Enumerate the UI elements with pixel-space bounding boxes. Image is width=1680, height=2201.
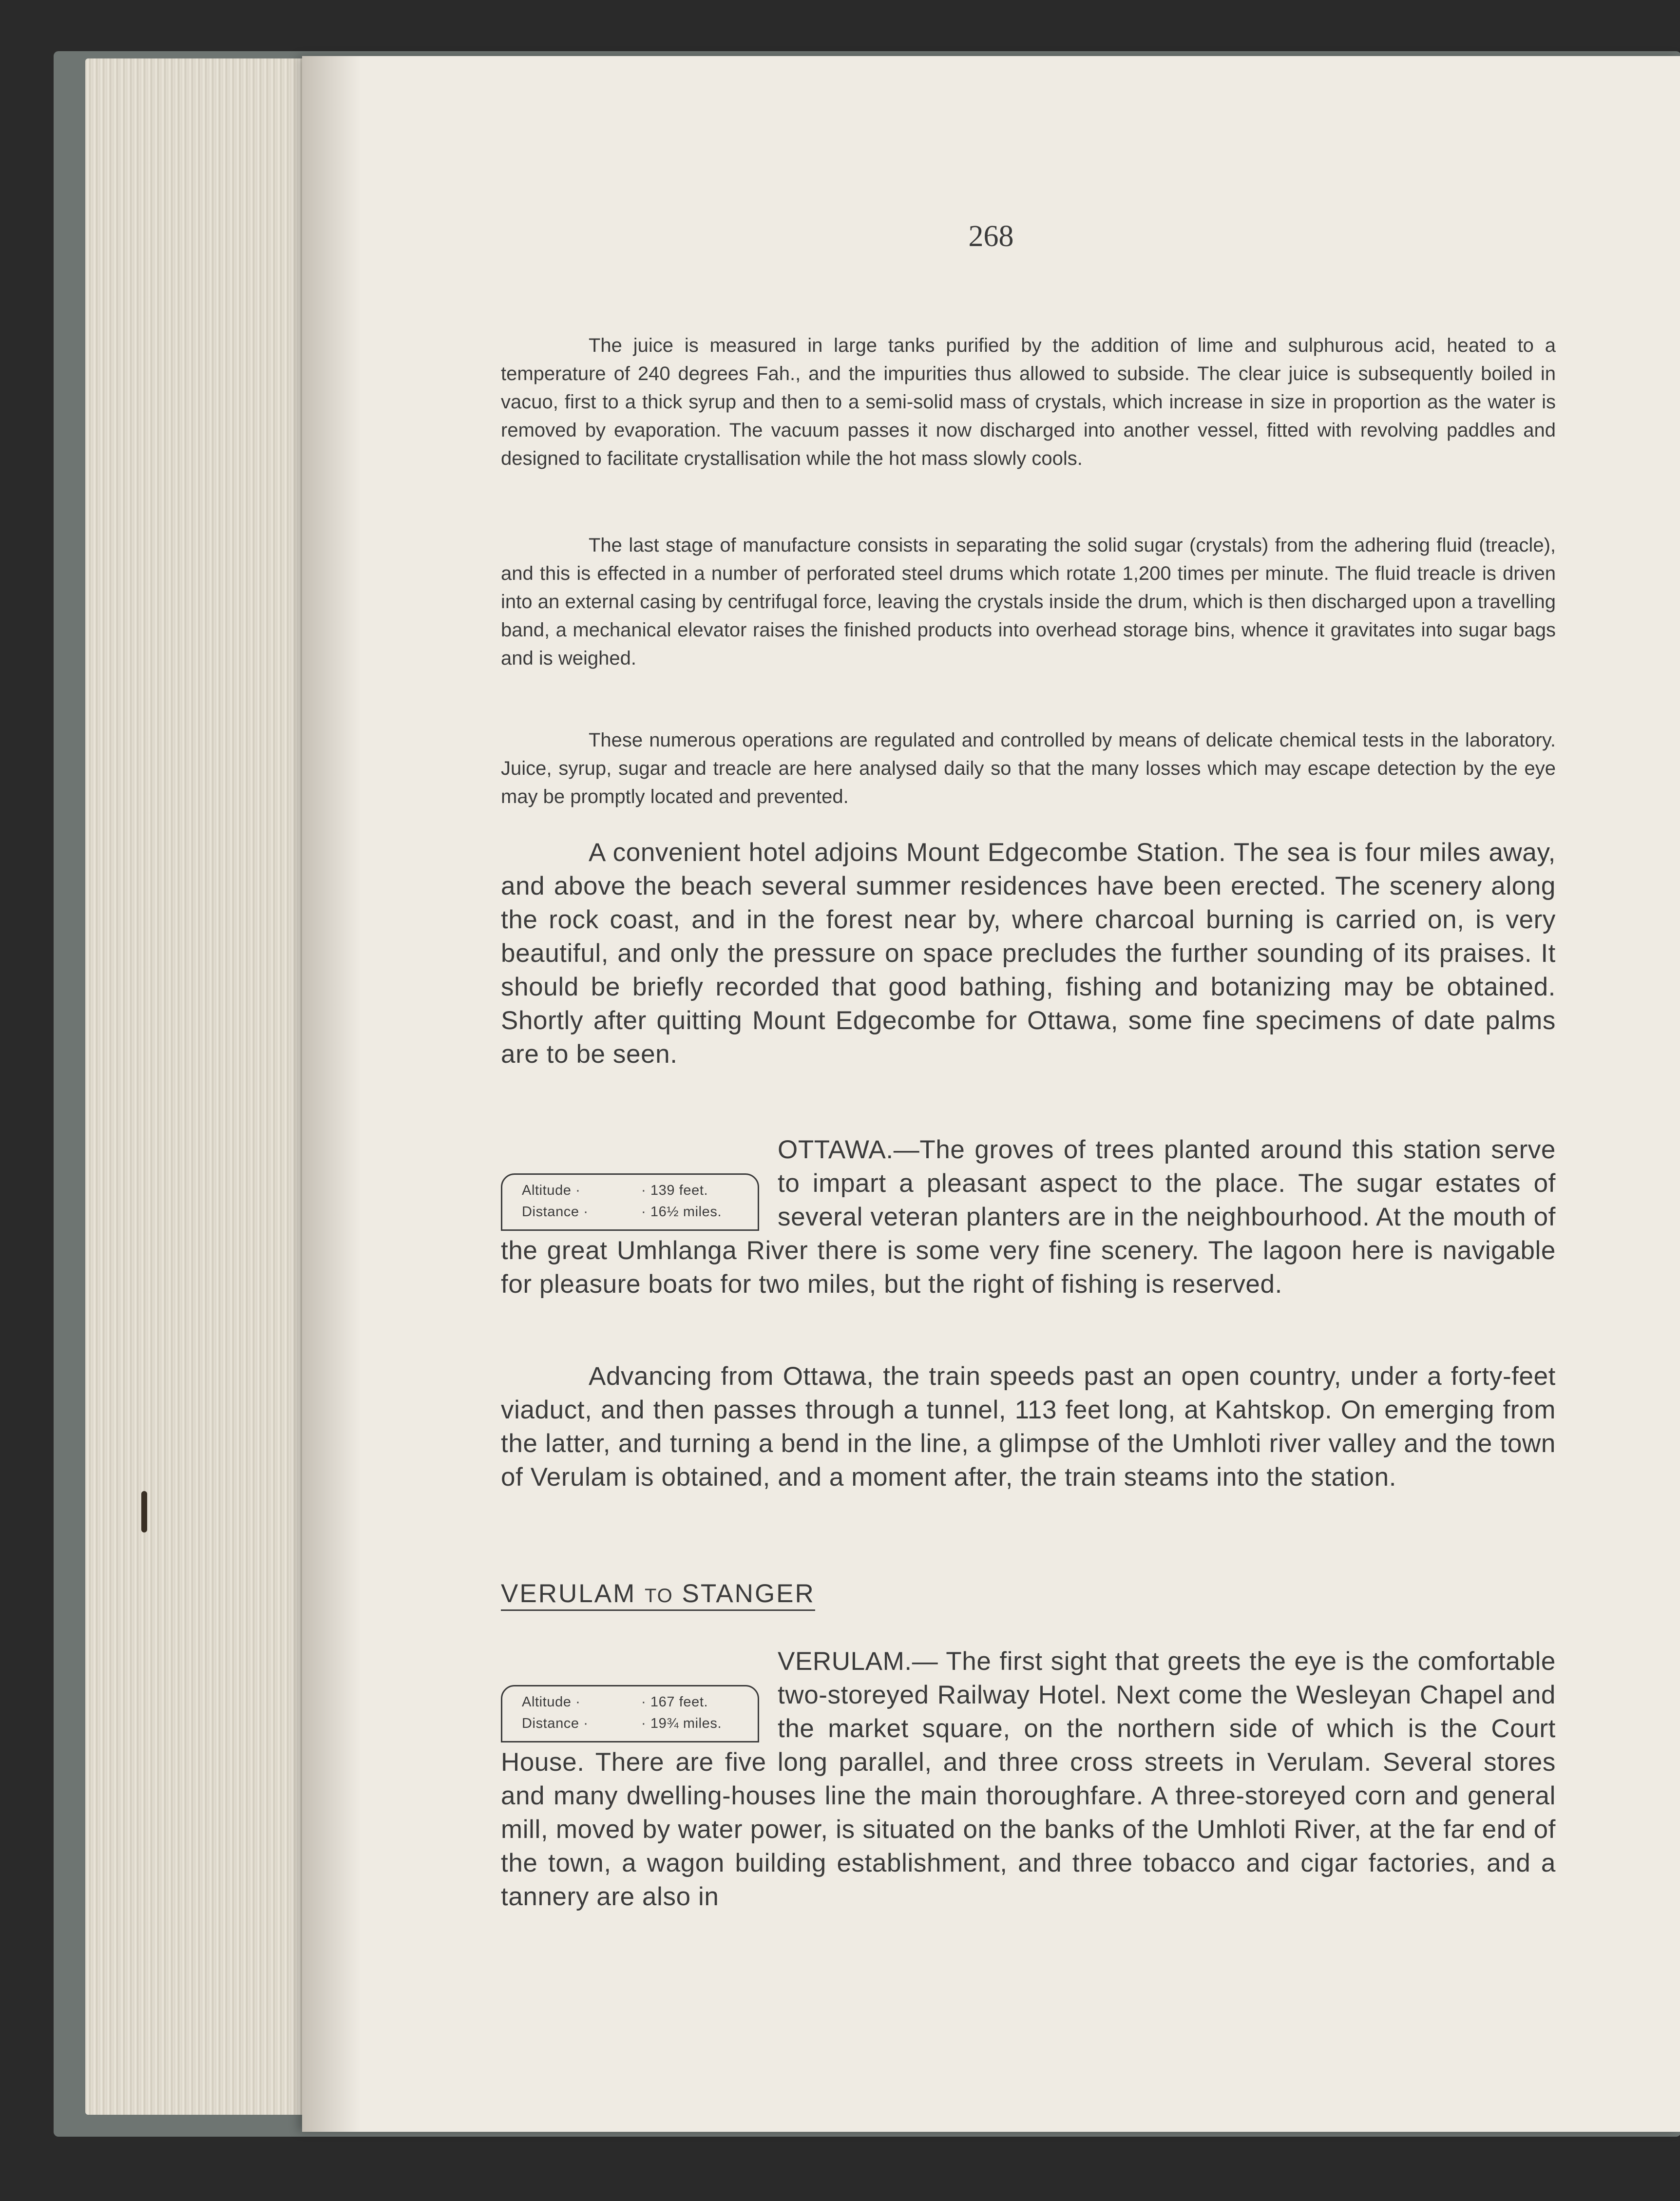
distance-value: · 19¾ miles. [641,1716,722,1731]
verulam-station-name: VERULAM. [778,1647,912,1676]
page-stain [141,1491,147,1532]
page-number: 268 [968,220,1014,253]
verulam-section [501,1645,1556,1914]
distance-label: Distance · [522,1716,589,1731]
paragraph-advancing: Advancing from Ottawa, the train speeds past an open country, under a forty-feet viaduct, and then passes through a tunnel, 113 feet long, at Kahtskop. On emerging from the latter, and turning a bend in the line, a glimpse of the Umhloti river valley and the town of Verulam is obtained, and a moment after, the train steams into the station. [501,1362,1556,1492]
distance-label: Distance · [522,1204,589,1220]
altitude-value: · 139 feet. [641,1183,708,1198]
ottawa-altitude-row [522,1180,748,1201]
distance-value: · 16½ miles. [641,1204,722,1220]
paragraph-hotel: A convenient hotel adjoins Mount Edgecombe Station. The sea is four miles away, and above the beach several summer residences have been erected. The scenery along the rock coast, and in the forest near by, where charcoal burning is carried on, is very beautiful, and only the pressure on space precludes the further sounding of its praises. It should be briefly recorded that good bathing, fishing and botanizing may be obtained. Shortly after quitting Mount Edgecombe for Ottawa, some fine specimens of date palms are to be seen. [501,838,1556,1069]
page-edges [85,58,314,2115]
hotel-section [501,836,1556,1071]
heading-part-2: TO [644,1585,673,1607]
laboratory-section [501,726,1556,811]
verulam-altitude-row [522,1691,748,1713]
heading-part-3: STANGER [682,1579,815,1608]
section-heading [501,1579,815,1611]
verulam-text: — The first sight that greets the eye is the comfortable two-storeyed Railway Hotel. Next come the Wesleyan Chapel and the market square, on the northern side of which is the Court House. There are five long parallel, and three cross streets in Verulam. Several stores and many dwelling-houses line the main thoroughfare. A three-storeyed corn and general mill, moved by water power, is situated on the banks of the Umhloti River, at the far end of the town, a wagon building establishment, and three tobacco and cigar factories, and a tannery are also in [501,1647,1556,1911]
paragraph-juice: The juice is measured in large tanks purified by the addition of lime and sulphurous acid, heated to a temperature of 240 degrees Fah., and the impurities thus allowed to subside. The clear juice is subsequently boiled in vacuo, first to a thick syrup and then to a semi-solid mass of crystals, which increase in size in proportion as the water is removed by evaporation. The vacuum passes it now discharged into another vessel, fitted with revolving paddles and designed to facilitate crystallisation while the hot mass slowly cools. [501,335,1556,469]
paragraph-last-stage: The last stage of manufacture consists in separating the solid sugar (crystals) from the adhering fluid (treacle), and this is effected in a number of perforated steel drums which rotate 1,200 times per minute. The fluid treacle is driven into an external casing by centrifugal force, leaving the crystals inside the drum, which is then discharged upon a travelling band, a mechanical elevator raises the finished products into overhead storage bins, whence it gravitates into sugar bags and is weighed. [501,535,1556,669]
ottawa-info-box [501,1173,759,1231]
advancing-section [501,1359,1556,1494]
sugar-process-section [501,331,1556,473]
verulam-info-box [501,1685,759,1742]
gutter-shadow [302,56,361,2132]
ottawa-distance-row [522,1201,748,1223]
verulam-distance-row [522,1713,748,1734]
paragraph-laboratory: These numerous operations are regulated and controlled by means of delicate chemical tests in the laboratory. Juice, syrup, sugar and treacle are here analysed daily so that the many losses which may escape detection by the eye may be promptly located and prevented. [501,729,1556,807]
ottawa-name-placeholder: OTTAWA. [778,1135,894,1164]
heading-part-1: VERULAM [501,1579,636,1608]
altitude-value: · 167 feet. [641,1694,708,1710]
ottawa-text: —The groves of trees planted around this station serve to impart a pleasant aspect to the place. The sugar estates of several veteran planters are in the neighbourhood. At the mouth of the great Umhlanga River there is some very fine scenery. The lagoon here is navigable for pleasure boats for two miles, but the right of fishing is reserved. [501,1135,1556,1299]
altitude-label: Altitude · [522,1183,581,1198]
last-stage-section [501,531,1556,672]
ottawa-text-block [501,1133,1556,1301]
altitude-label: Altitude · [522,1694,581,1710]
